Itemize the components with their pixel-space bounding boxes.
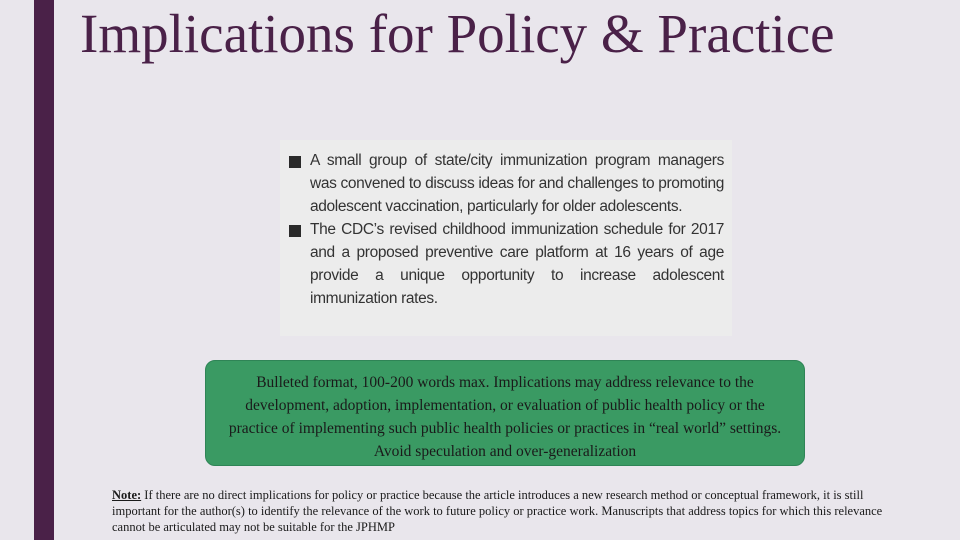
note-paragraph xyxy=(112,487,912,535)
slide-title: Implications for Policy & Practice xyxy=(80,3,835,64)
left-accent-bar xyxy=(34,0,54,540)
excerpt-bullet-text: A small group of state/city immunization program managers was convened to discuss ideas for and challenges to promoting adolescent vaccination, particularly for older adolescents. xyxy=(310,152,724,215)
note-text: If there are no direct implications for policy or practice because the article introduces a new research method or conceptual framework, it is still important for the author(s) to identify the relevance of the work to future policy or practice work. Manuscripts that address topics for which this relevance cannot be articulated may not be suitable for the JPHMP xyxy=(112,488,883,534)
square-bullet-icon xyxy=(289,156,301,168)
article-excerpt-image xyxy=(280,140,732,336)
excerpt-bullet xyxy=(288,149,724,218)
square-bullet-icon xyxy=(289,225,301,237)
excerpt-bullet-text: The CDC’s revised childhood immunization schedule for 2017 and a proposed preventive care platform at 16 years of age provide a unique opportunity to increase adolescent immunization rates. xyxy=(310,221,724,307)
excerpt-bullet xyxy=(288,218,724,310)
instructions-callout: Bulleted format, 100-200 words max. Implications may address relevance to the development, adoption, implementation, or evaluation of public health policy or the practice of implementing such public health policies or practices in “real world” settings. Avoid speculation and over-generalization xyxy=(205,360,805,466)
note-label: Note: xyxy=(112,488,142,502)
